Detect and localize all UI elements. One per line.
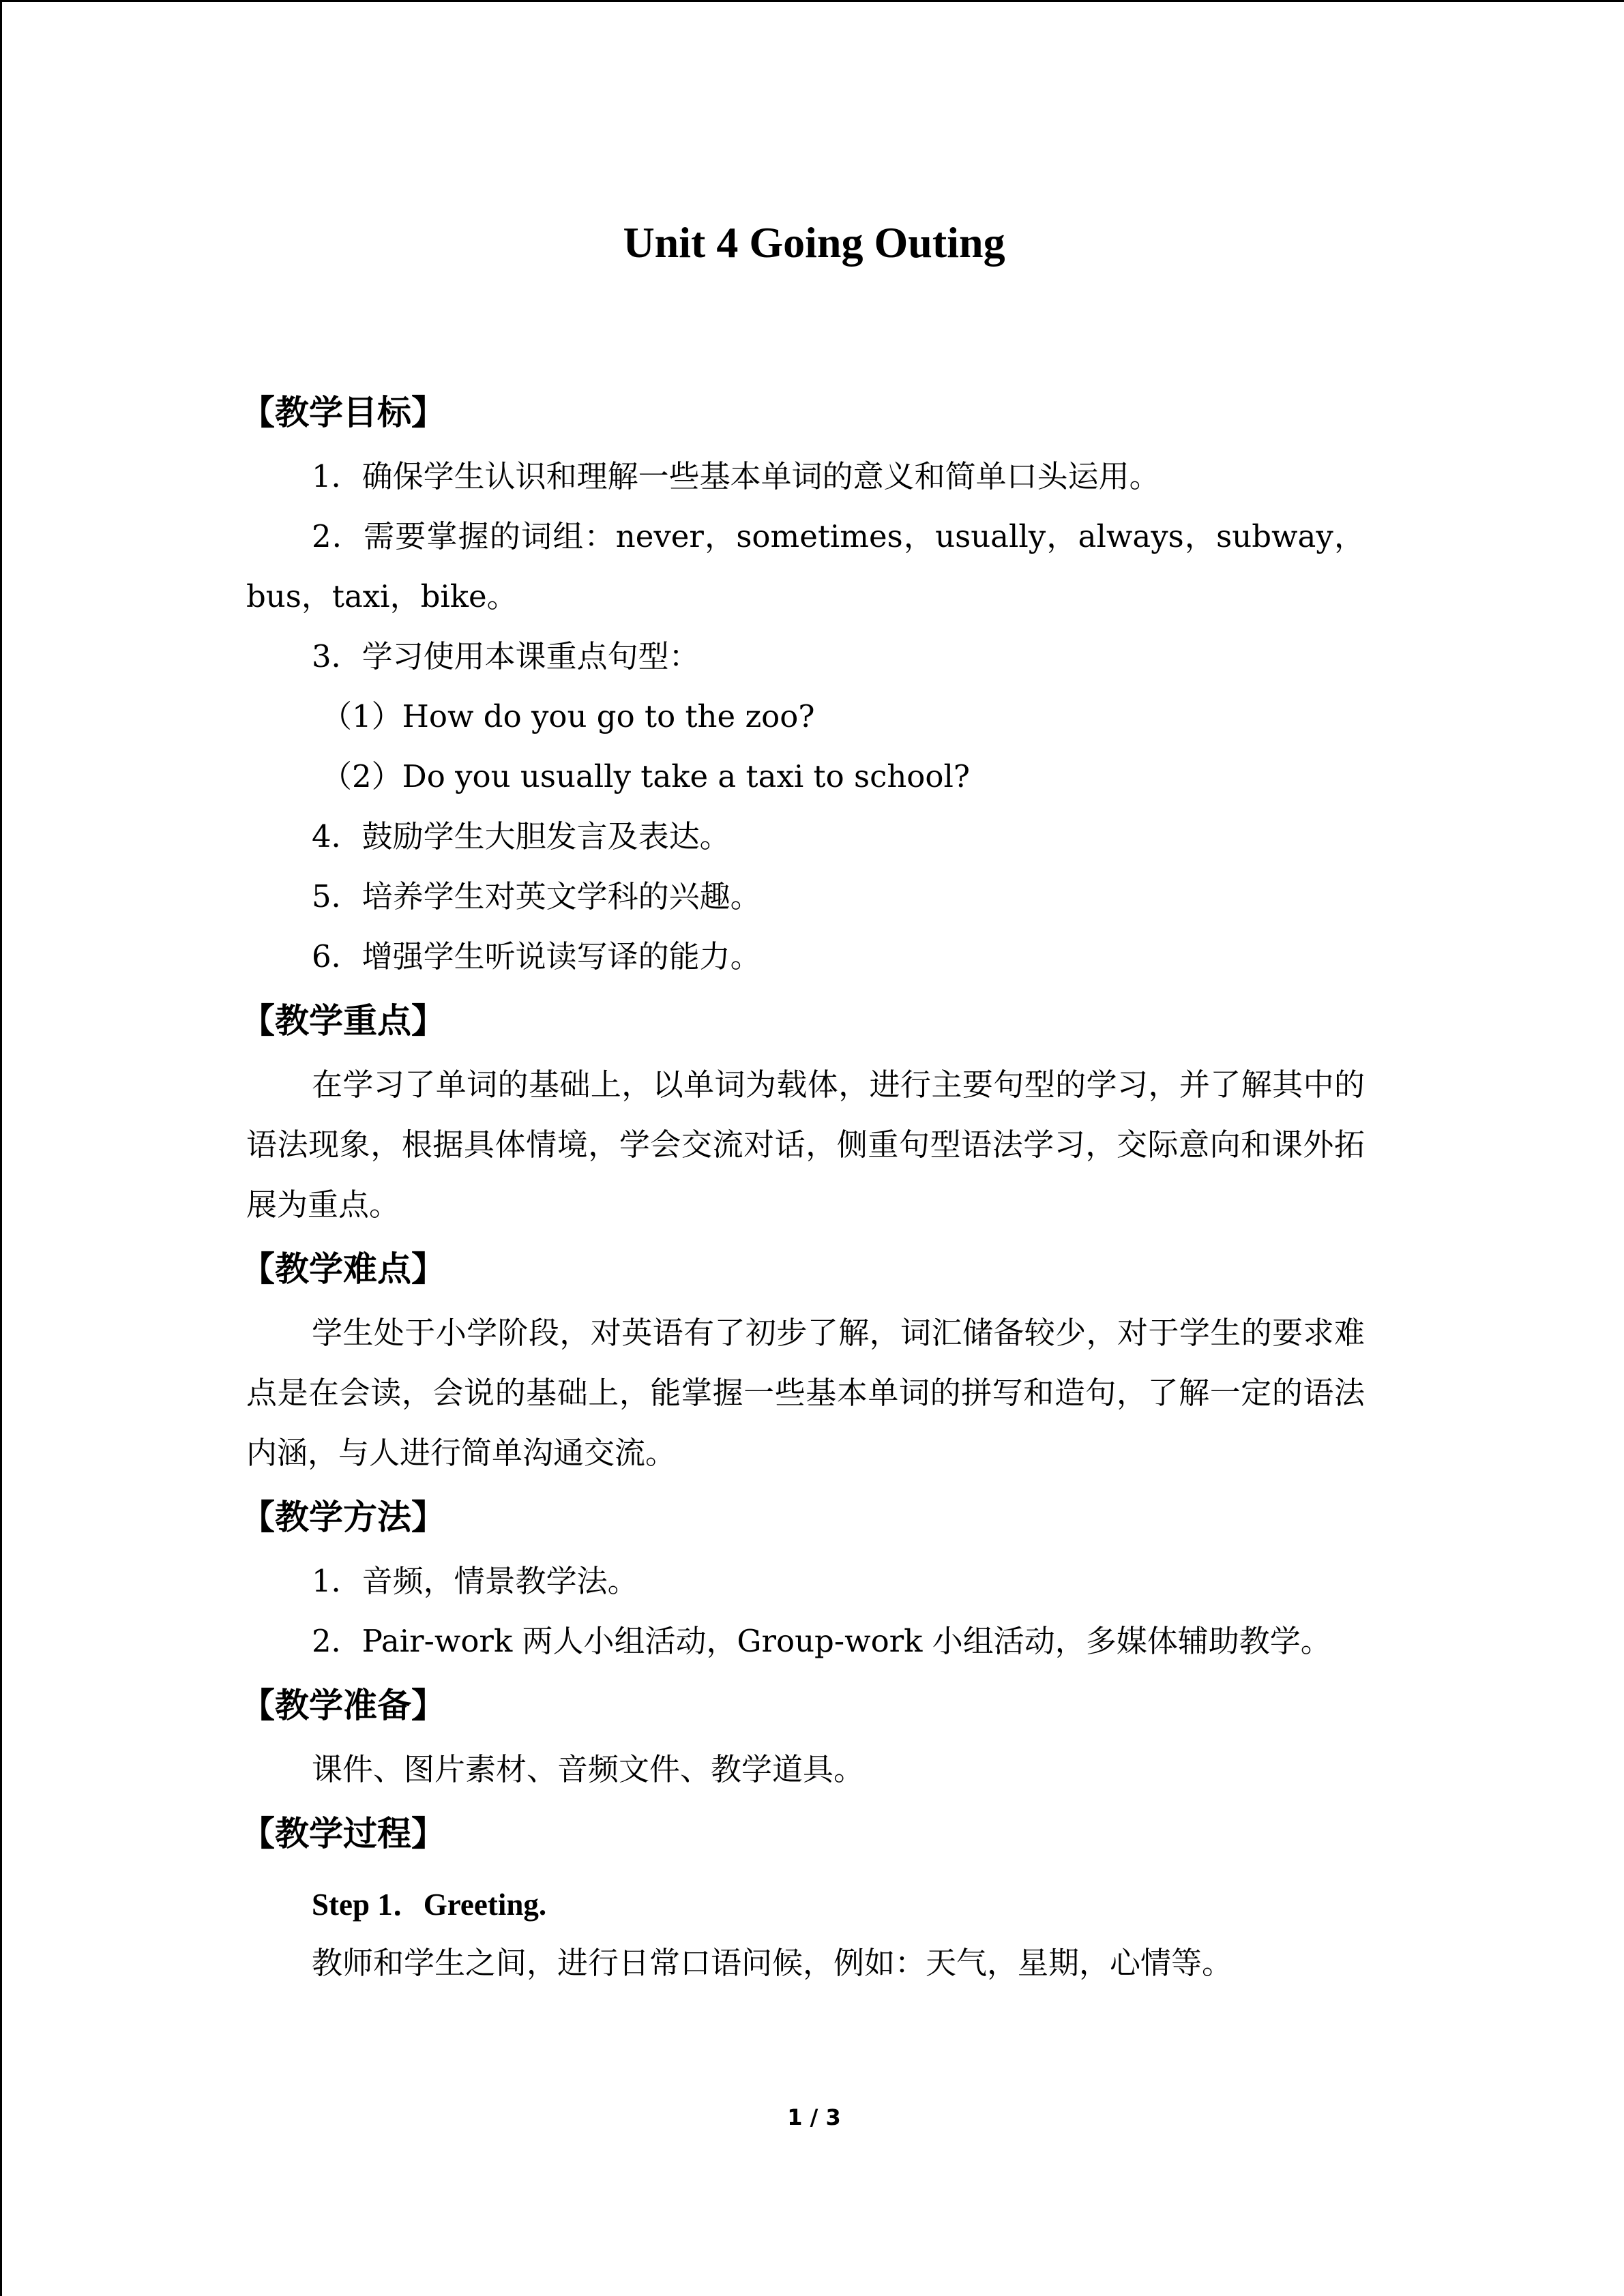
document-body bbox=[241, 378, 1365, 1992]
objective-subitem: （2）Do you usually take a taxi to school? bbox=[321, 758, 970, 794]
section-heading-difficulties: 【教学难点】 bbox=[241, 1249, 445, 1289]
objective-subitem: （1）How do you go to the zoo? bbox=[321, 698, 815, 734]
objective-item: 4．鼓励学生大胆发言及表达。 bbox=[312, 818, 730, 854]
objective-item: 3．学习使用本课重点句型： bbox=[312, 638, 700, 674]
section-heading-objectives: 【教学目标】 bbox=[241, 393, 445, 432]
section-heading-key-points: 【教学重点】 bbox=[241, 1001, 445, 1041]
page-number: 1 / 3 bbox=[787, 2104, 841, 2130]
step-title: Step 1．Greeting. bbox=[312, 1888, 547, 1922]
preparation-paragraph: 课件、图片素材、音频文件、教学道具。 bbox=[312, 1751, 865, 1787]
section-heading-methods: 【教学方法】 bbox=[241, 1497, 445, 1537]
method-item: 2．Pair-work 两人小组活动，Group-work 小组活动，多媒体辅助教学。 bbox=[312, 1623, 1331, 1659]
objective-item: 5．培养学生对英文学科的兴趣。 bbox=[312, 878, 761, 914]
document-title: Unit 4 Going Outing bbox=[623, 218, 1005, 267]
method-item: 1．音频，情景教学法。 bbox=[312, 1563, 638, 1599]
difficulties-paragraph: 学生处于小学阶段，对英语有了初步了解，词汇储备较少，对于学生的要求难点是在会读，会说的基础上，能掌握一些基本单词的拼写和造句，了解一定的语法内涵，与人进行简单沟通交流。 bbox=[246, 1315, 1365, 1471]
objective-item: 1．确保学生认识和理解一些基本单词的意义和简单口头运用。 bbox=[312, 458, 1160, 494]
section-heading-preparation: 【教学准备】 bbox=[241, 1686, 445, 1725]
key-points-paragraph: 在学习了单词的基础上，以单词为载体，进行主要句型的学习，并了解其中的语法现象，根据具体情境，学会交流对话，侧重句型语法学习，交际意向和课外拓展为重点。 bbox=[246, 1067, 1365, 1223]
objective-item: 6．增强学生听说读写译的能力。 bbox=[312, 938, 761, 974]
section-heading-process: 【教学过程】 bbox=[241, 1814, 445, 1853]
objective-item: 2．需要掌握的词组：never，sometimes，usually，always，subway，bus，taxi，bike。 bbox=[246, 518, 1365, 614]
step-paragraph: 教师和学生之间，进行日常口语问候，例如：天气，星期，心情等。 bbox=[312, 1945, 1233, 1981]
